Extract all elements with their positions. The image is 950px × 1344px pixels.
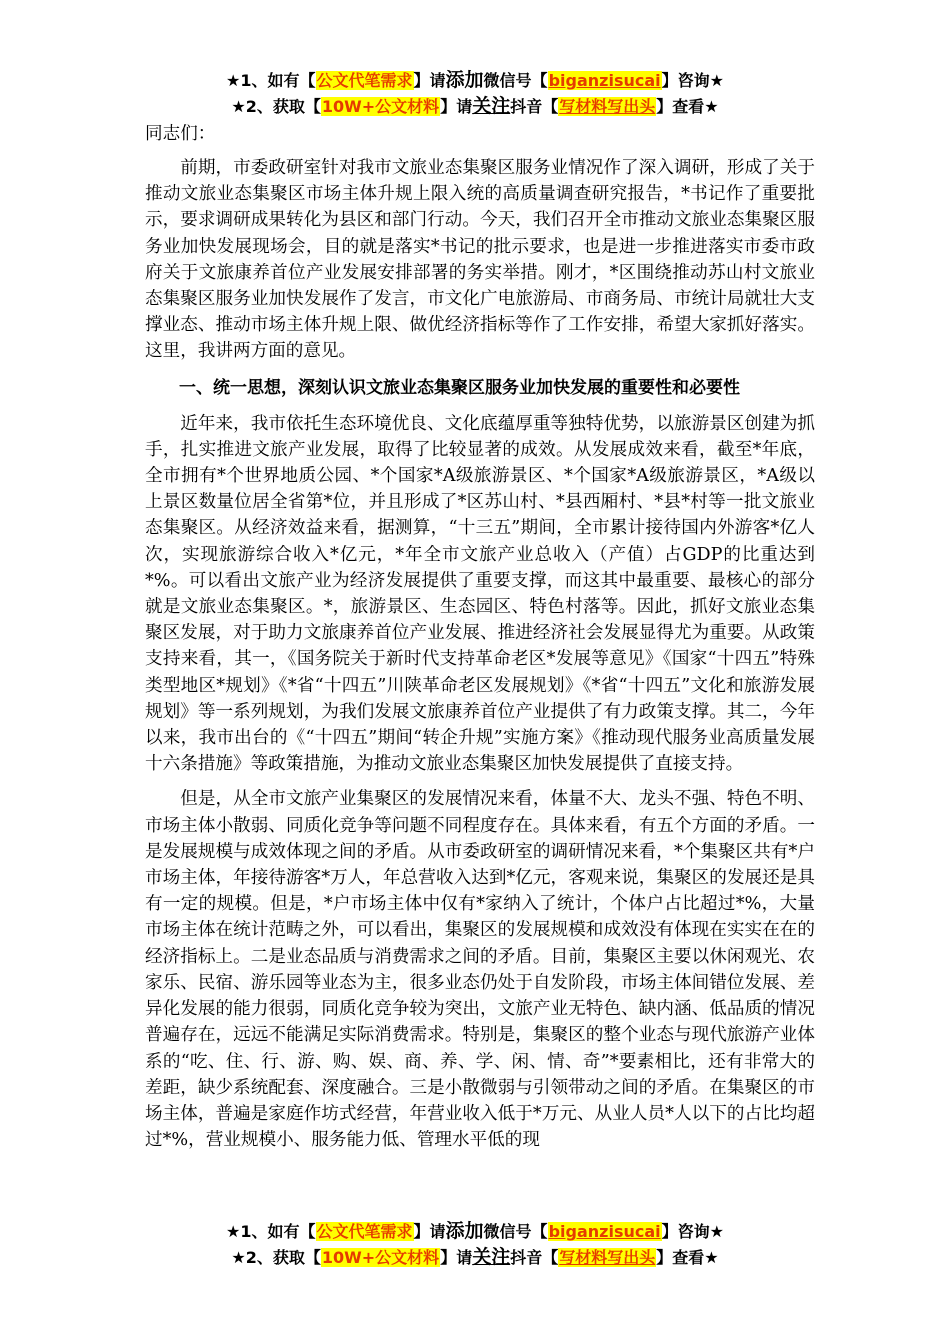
top-ad-banner-line-2 xyxy=(0,94,950,119)
banner-text: ★2、获取【 xyxy=(231,1248,321,1267)
banner-text: 微信号【 xyxy=(483,71,548,90)
banner-highlight: 10W+公文材料 xyxy=(321,97,440,116)
banner-highlight: 公文代笔需求 xyxy=(316,71,413,90)
banner-text: 抖音【 xyxy=(510,1248,559,1267)
banner-text: 】请 xyxy=(413,71,446,90)
banner-text: 抖音【 xyxy=(510,97,559,116)
banner-text: 】咨询★ xyxy=(661,71,724,90)
bottom-ad-banner-line-1 xyxy=(0,1219,950,1244)
banner-douyin-id: 写材料写出头 xyxy=(559,1248,656,1267)
paragraph-achievements: 近年来，我市依托生态环境优良、文化底蕴厚重等独特优势，以旅游景区创建为抓手，扎实推进文旅产业发展，取得了比较显著的成效。从发展成效来看，截至*年底，全市拥有*个世界地质公园、*个国家*A级旅游景区、*个国家*A级旅游景区，*A级以上景区数量位居全省第*位，并且形成了*区苏山村、*县西厢村、*县*村等一批文旅业态集聚区。从经济效益来看，据测算，“十三五”期间，全市累计接待国内外游客*亿人次，实现旅游综合收入*亿元，*年全市文旅产业总收入（产值）占GDP的比重达到*%。可以看出文旅产业为经济发展提供了重要支撑，而这其中最重要、最核心的部分就是文旅业态集聚区。*，旅游景区、生态园区、特色村落等。因此，抓好文旅业态集聚区发展，对于助力文旅康养首位产业发展、推进经济社会发展显得尤为重要。从政策支持来看，其一，《国务院关于新时代支持革命老区*发展等意见》《国家“十四五”特殊类型地区*规划》《*省“十四五”川陕革命老区发展规划》《*省“十四五”文化和旅游发展规划》等一系列规划，为我们发展文旅康养首位产业提供了有力政策支撑。其二，今年以来，我市出台的《“十四五”期间“转企升规”实施方案》《推动现代服务业高质量发展十六条措施》等政策措施，为推动文旅业态集聚区加快发展提供了直接支持。 xyxy=(145,413,815,775)
banner-text: ★1、如有【 xyxy=(226,1222,316,1241)
banner-text: 】咨询★ xyxy=(661,1222,724,1241)
top-ad-banner-line-1 xyxy=(0,68,950,93)
banner-wechat-id: biganzisucai xyxy=(548,71,661,90)
banner-wechat-id: biganzisucai xyxy=(548,1222,661,1241)
paragraph-intro: 前期，市委政研室针对我市文旅业态集聚区服务业情况作了深入调研，形成了关于推动文旅业态集聚区市场主体升规上限入统的高质量调查研究报告，*书记作了重要批示，要求调研成果转化为县区和部门行动。今天，我们召开全市推动文旅业态集聚区服务业加快发展现场会，目的就是落实*书记的批示要求，也是进一步推进落实市委市政府关于文旅康养首位产业发展安排部署的务实举措。刚才，*区围绕推动苏山村文旅业态集聚区服务业加快发展作了发言，市文化广电旅游局、市商务局、市统计局就壮大支撑业态、推动市场主体升规上限、做优经济指标等作了工作安排，希望大家抓好落实。这里，我讲两方面的意见。 xyxy=(145,158,815,362)
banner-text: 】查看★ xyxy=(656,97,719,116)
banner-text: ★2、获取【 xyxy=(231,97,321,116)
banner-emphasis: 关注 xyxy=(472,1246,511,1268)
paragraph-problems: 但是，从全市文旅产业集聚区的发展情况来看，体量不大、龙头不强、特色不明、市场主体小散弱、同质化竞争等问题不同程度存在。具体来看，有五个方面的矛盾。一是发展规模与成效体现之间的矛盾。从市委政研室的调研情况来看，*个集聚区共有*户市场主体，年接待游客*万人，年总营收入达到*亿元，客观来说，集聚区的发展还是具有一定的规模。但是，*户市场主体中仅有*家纳入了统计，个体户占比超过*%，大量市场主体在统计范畴之外，可以看出，集聚区的发展规模和成效没有体现在实实在在的经济指标上。二是业态品质与消费需求之间的矛盾。目前，集聚区主要以休闲观光、农家乐、民宿、游乐园等业态为主，很多业态仍处于自发阶段，市场主体间错位发展、差异化发展的能力很弱，同质化竞争较为突出，文旅产业无特色、缺内涵、低品质的情况普遍存在，远远不能满足实际消费需求。特别是，集聚区的整个业态与现代旅游产业体系的“吃、住、行、游、购、娱、商、养、学、闲、情、奇”*要素相比，还有非常大的差距，缺少系统配套、深度融合。三是小散微弱与引领带动之间的矛盾。在集聚区的市场主体，普遍是家庭作坊式经营，年营业收入低于*万元、从业人员*人以下的占比均超过*%，营业规模小、服务能力低、管理水平低的现 xyxy=(145,789,815,1151)
banner-emphasis: 添加 xyxy=(445,69,484,91)
banner-highlight: 公文代笔需求 xyxy=(316,1222,413,1241)
banner-text: 】请 xyxy=(413,1222,446,1241)
document-body xyxy=(145,155,815,1153)
banner-highlight: 10W+公文材料 xyxy=(321,1248,440,1267)
banner-text: 】请 xyxy=(440,1248,473,1267)
greeting: 同志们： xyxy=(145,124,216,144)
banner-text: 】请 xyxy=(440,97,473,116)
section-heading-1: 一、统一思想，深刻认识文旅业态集聚区服务业加快发展的重要性和必要性 xyxy=(179,377,740,398)
banner-text: ★1、如有【 xyxy=(226,71,316,90)
banner-douyin-id: 写材料写出头 xyxy=(559,97,656,116)
banner-emphasis: 关注 xyxy=(472,95,511,117)
banner-emphasis: 添加 xyxy=(445,1220,484,1242)
banner-text: 】查看★ xyxy=(656,1248,719,1267)
banner-text: 微信号【 xyxy=(483,1222,548,1241)
bottom-ad-banner-line-2 xyxy=(0,1245,950,1270)
